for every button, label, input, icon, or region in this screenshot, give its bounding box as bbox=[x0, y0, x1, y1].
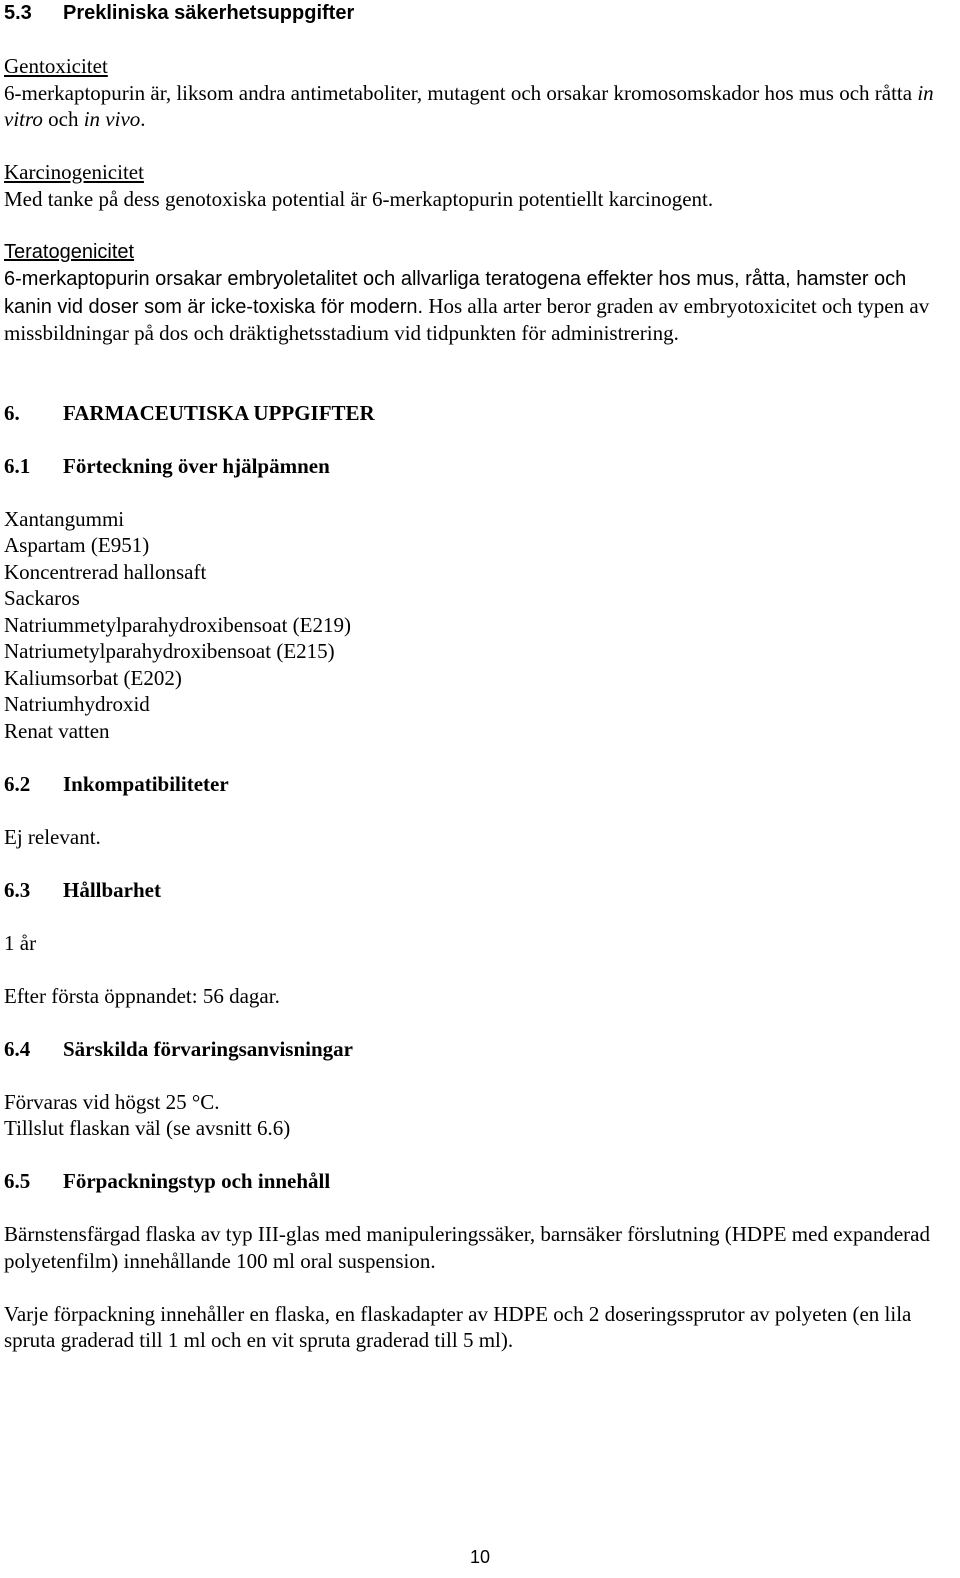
terato-text: 6-merkaptopurin orsakar embryoletalitet och allvarliga teratogena effekter hos mus, råtta, hamster och kanin vid doser som är icke-toxiska för modern. Hos alla arter beror graden av embryotoxicitet och typen av missbildningar på dos och dräktighetsstadium vid tidpunkten för administrering. bbox=[4, 268, 930, 345]
carcino-heading: Karcinogenicitet bbox=[4, 160, 144, 184]
section-6-5-heading bbox=[4, 1168, 954, 1195]
list-item: Natriumhydroxid bbox=[4, 692, 150, 716]
section-6-1-heading bbox=[4, 453, 954, 480]
terato-heading: Teratogenicitet bbox=[4, 240, 135, 263]
list-item: Xantangummi bbox=[4, 506, 125, 531]
section-title: Hållbarhet bbox=[63, 877, 161, 902]
list-item: Koncentrerad hallonsaft bbox=[4, 559, 207, 584]
section-number: 5.3 bbox=[4, 2, 32, 24]
section-5-3-heading bbox=[4, 0, 954, 27]
section-6-4-heading bbox=[4, 1036, 954, 1063]
section-title: Förpackningstyp och innehåll bbox=[63, 1169, 331, 1193]
package-description: Bärnstensfärgad flaska av typ III-glas med manipuleringssäker, barnsäker förslutning (HDPE med expanderad polyetenfilm) innehållande 100 ml oral suspension. bbox=[4, 1222, 930, 1273]
section-title: FARMACEUTISKA UPPGIFTER bbox=[63, 400, 375, 425]
list-item: Aspartam (E951) bbox=[4, 533, 150, 557]
after-opening-text: Efter första öppnandet: 56 dagar. bbox=[4, 983, 280, 1008]
section-title: Inkompatibiliteter bbox=[63, 771, 229, 796]
section-number: 6.3 bbox=[4, 877, 31, 902]
list-item: Sackaros bbox=[4, 586, 80, 610]
section-title: Särskilda förvaringsanvisningar bbox=[63, 1036, 353, 1061]
section-number: 6.2 bbox=[4, 771, 31, 796]
package-contents: Varje förpackning innehåller en flaska, en flaskadapter av HDPE och 2 doseringssprutor av polyeten (en lila spruta graderad till 1 ml och en vit spruta graderad till 5 ml). bbox=[4, 1301, 912, 1352]
carcino-text: Med tanke på dess genotoxiska potential är 6-merkaptopurin potentiellt karcinogent. bbox=[4, 186, 714, 211]
excipient-list bbox=[4, 506, 954, 745]
shelf-life-text: 1 år bbox=[4, 930, 37, 955]
list-item: Kaliumsorbat (E202) bbox=[4, 665, 182, 690]
storage-text: Förvaras vid högst 25 °C. bbox=[4, 1089, 220, 1114]
document-page bbox=[4, 0, 954, 1354]
section-number: 6.4 bbox=[4, 1036, 31, 1061]
section-6-3-heading bbox=[4, 877, 954, 904]
list-item: Renat vatten bbox=[4, 718, 110, 743]
list-item: Natriummetylparahydroxibensoat (E219) bbox=[4, 612, 351, 637]
section-number: 6.1 bbox=[4, 453, 31, 478]
genotox-heading: Gentoxicitet bbox=[4, 54, 108, 78]
section-title: Prekliniska säkerhetsuppgifter bbox=[63, 2, 355, 24]
section-number: 6. bbox=[4, 400, 20, 425]
section-6-2-heading bbox=[4, 771, 954, 798]
list-item: Natriumetylparahydroxibensoat (E215) bbox=[4, 639, 335, 663]
incompat-text: Ej relevant. bbox=[4, 824, 101, 849]
section-6-heading bbox=[4, 400, 954, 427]
section-number: 6.5 bbox=[4, 1169, 31, 1193]
storage-text-2: Tillslut flaskan väl (se avsnitt 6.6) bbox=[4, 1116, 291, 1140]
page-number: 10 bbox=[469, 1547, 491, 1567]
genotox-text: 6-merkaptopurin är, liksom andra antimetaboliter, mutagent och orsakar kromosomskador hos mus och råtta in vitro och in vivo. bbox=[4, 80, 934, 131]
section-title: Förteckning över hjälpämnen bbox=[63, 453, 330, 478]
